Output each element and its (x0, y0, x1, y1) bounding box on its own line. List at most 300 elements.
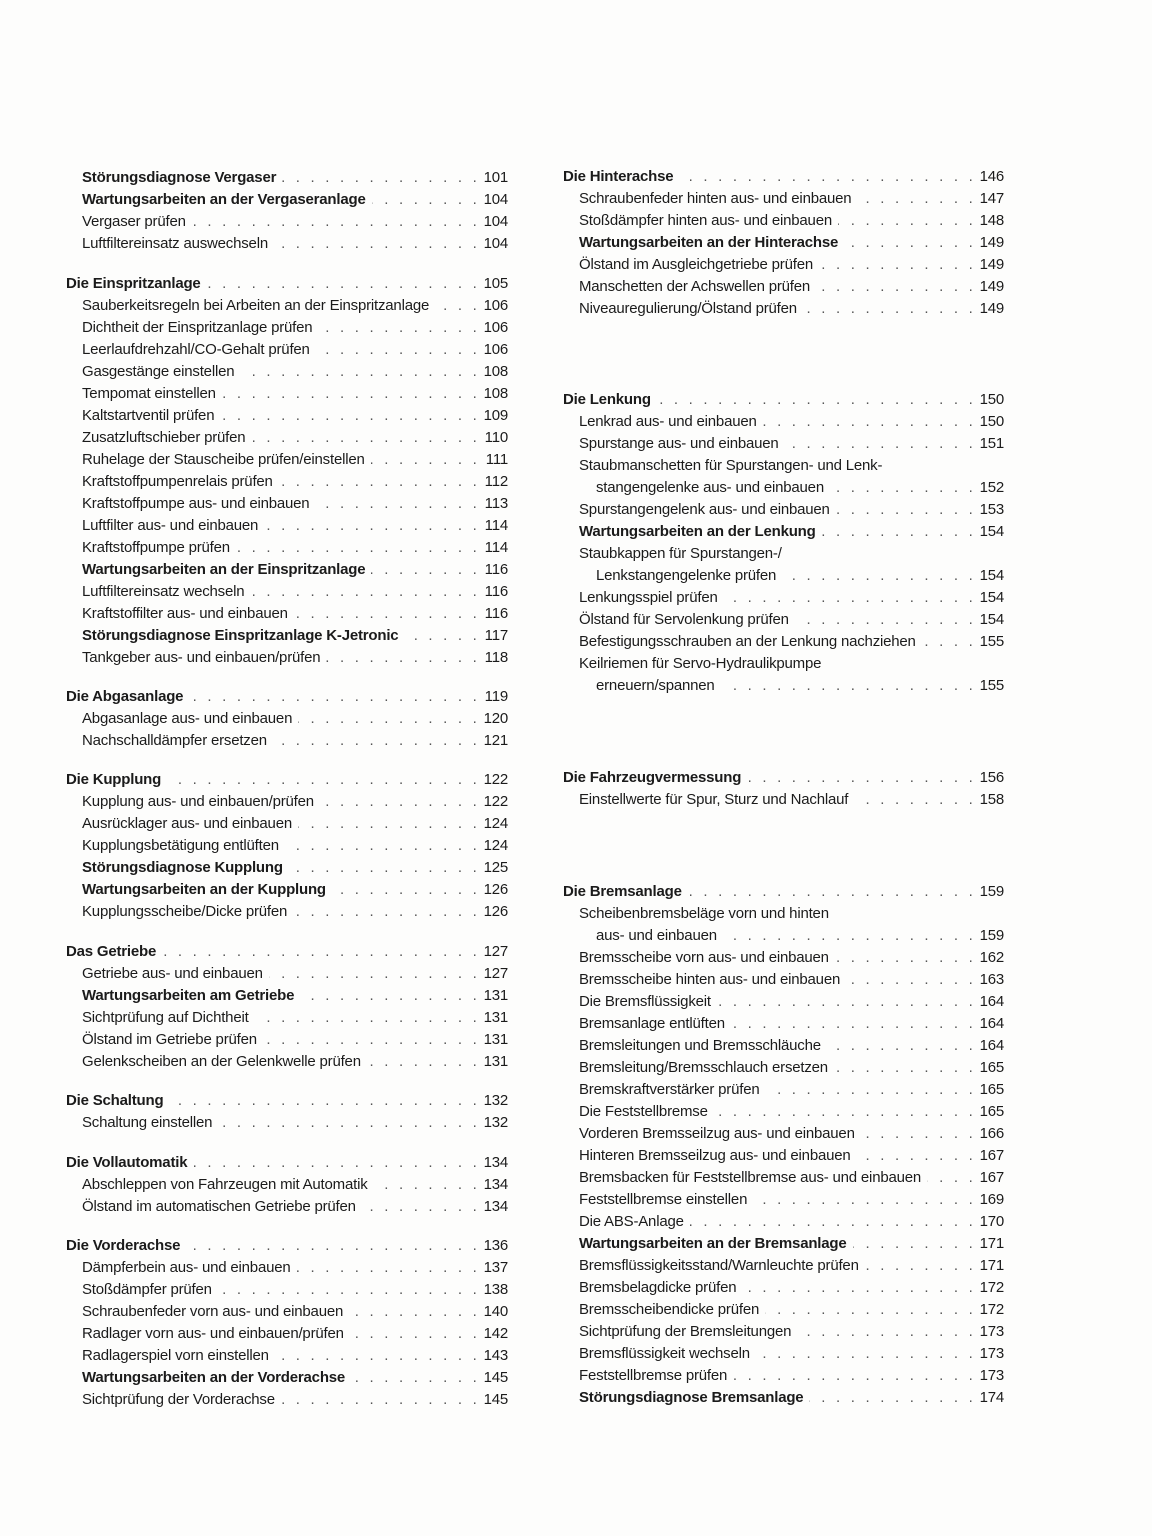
toc-entry (563, 674, 1004, 696)
toc-page-number: 104 (483, 212, 508, 230)
toc-page-number: 173 (979, 1344, 1004, 1362)
toc-entry (66, 602, 508, 624)
toc-entry-title: Feststellbremse prüfen (579, 1366, 728, 1384)
toc-entry-title: Sichtprüfung auf Dichtheit (82, 1008, 249, 1026)
toc-entry (563, 924, 1004, 946)
toc-page-number: 134 (483, 1197, 508, 1215)
toc-entry-title: Die Vollautomatik (66, 1153, 188, 1171)
toc-page-number: 137 (483, 1258, 508, 1276)
dot-leader (318, 319, 480, 336)
dot-leader (765, 1301, 976, 1318)
toc-entry (563, 1342, 1004, 1364)
toc-page-number: 173 (979, 1366, 1004, 1384)
toc-page-number: 164 (979, 992, 1004, 1010)
dot-leader (320, 793, 480, 810)
toc-entry (66, 1173, 508, 1195)
toc-page-number: 170 (979, 1212, 1004, 1230)
toc-entry-title: Bremsflüssigkeit wechseln (579, 1344, 750, 1362)
toc-entry (66, 294, 508, 316)
dot-leader (731, 1015, 976, 1032)
dot-leader (240, 363, 480, 380)
toc-entry (563, 652, 1004, 674)
toc-entry (563, 1166, 1004, 1188)
dot-leader (838, 212, 976, 229)
toc-entry-title: Die ABS-Anlage (579, 1212, 684, 1230)
toc-entry (563, 1078, 1004, 1100)
toc-page-number: 166 (979, 1124, 1004, 1142)
toc-entry-title: Kraftstoffpumpe aus- und einbauen (82, 494, 310, 512)
dot-leader (795, 611, 976, 628)
dot-leader (747, 769, 976, 786)
dot-leader (766, 1081, 977, 1098)
toc-entry (66, 382, 508, 404)
toc-page-number: 110 (484, 428, 508, 446)
toc-entry (563, 968, 1004, 990)
toc-chapter-entry (563, 766, 1004, 788)
dot-leader (724, 589, 976, 606)
toc-page-number: 104 (483, 234, 508, 252)
toc-entry-title: Lenkstangengelenke prüfen (596, 566, 777, 584)
dot-leader (298, 710, 480, 727)
toc-page-number: 117 (484, 626, 508, 644)
toc-entry (563, 187, 1004, 209)
toc-entry (66, 514, 508, 536)
toc-entry (66, 1278, 508, 1300)
dot-leader (255, 1009, 480, 1026)
toc-page-number: 169 (979, 1190, 1004, 1208)
toc-entry-title: Feststellbremse einstellen (579, 1190, 748, 1208)
dot-leader (282, 169, 480, 186)
toc-chapter-entry (66, 940, 508, 962)
toc-entry (563, 275, 1004, 297)
toc-entry (563, 520, 1004, 542)
toc-page-number: 152 (979, 478, 1004, 496)
toc-entry (563, 1254, 1004, 1276)
toc-entry-title: Stoßdämpfer prüfen (82, 1280, 212, 1298)
toc-entry-title: Tankgeber aus- und einbauen/prüfen (82, 648, 321, 666)
toc-entry (563, 209, 1004, 231)
toc-page-number: 131 (483, 986, 508, 1004)
toc-entry-title: Bremsleitungen und Bremsschläuche (579, 1036, 821, 1054)
toc-entry-title: Abgasanlage aus- und einbauen (82, 709, 293, 727)
dot-leader (294, 605, 480, 622)
toc-chapter-entry (563, 165, 1004, 187)
toc-entry-title: Tempomat einstellen (82, 384, 216, 402)
toc-page-number: 172 (979, 1278, 1004, 1296)
toc-entry-title: Die Lenkung (563, 390, 651, 408)
dot-leader (300, 987, 480, 1004)
toc-page-number: 148 (979, 211, 1004, 229)
toc-entry-title: Hinteren Bremsseilzug aus- und einbauen (579, 1146, 851, 1164)
toc-entry-title: Schraubenfeder vorn aus- und einbauen (82, 1302, 344, 1320)
toc-entry-title: Dichtheit der Einspritzanlage prüfen (82, 318, 313, 336)
toc-entry (66, 878, 508, 900)
toc-page-number: 156 (979, 768, 1004, 786)
toc-entry-title: Bremsleitung/Bremsschlauch ersetzen (579, 1058, 828, 1076)
toc-entry-title: Bremsscheibe hinten aus- und einbauen (579, 970, 841, 988)
dot-leader (854, 791, 976, 808)
toc-page-number: 151 (979, 434, 1004, 452)
dot-leader (797, 1323, 976, 1340)
toc-entry-title: Leerlaufdrehzahl/CO-Gehalt prüfen (82, 340, 310, 358)
toc-page-number: 116 (484, 582, 508, 600)
toc-entry (563, 1100, 1004, 1122)
toc-page-number: 127 (483, 964, 508, 982)
toc-entry (66, 338, 508, 360)
dot-leader (717, 993, 976, 1010)
toc-entry-title: Die Fahrzeugvermessung (563, 768, 742, 786)
toc-entry (66, 624, 508, 646)
toc-page-number: 122 (483, 792, 508, 810)
toc-entry (563, 253, 1004, 275)
toc-entry-title: Kupplungsbetätigung entlüften (82, 836, 279, 854)
toc-page-number: 114 (484, 538, 508, 556)
dot-leader (435, 297, 480, 314)
toc-entry (563, 902, 1004, 924)
toc-page-number: 159 (979, 882, 1004, 900)
toc-entry (563, 476, 1004, 498)
toc-page-number: 121 (483, 731, 508, 749)
toc-entry-title: Nachschalldämpfer ersetzen (82, 731, 267, 749)
toc-entry-title: Luftfiltereinsatz wechseln (82, 582, 245, 600)
toc-entry-title: Spurstange aus- und einbauen (579, 434, 779, 452)
toc-entry (563, 946, 1004, 968)
dot-leader (374, 1176, 480, 1193)
toc-page-number: 119 (484, 687, 508, 705)
dot-leader (316, 341, 480, 358)
toc-entry (563, 231, 1004, 253)
toc-entry-title: Schraubenfeder hinten aus- und einbauen (579, 189, 852, 207)
toc-entry-title: Bremskraftverstärker prüfen (579, 1080, 760, 1098)
toc-entry-title: Vorderen Bremsseilzug aus- und einbauen (579, 1124, 855, 1142)
toc-entry (66, 536, 508, 558)
toc-entry-title: Kraftstoffpumpe prüfen (82, 538, 230, 556)
toc-entry (66, 1050, 508, 1072)
toc-entry-title: Ruhelage der Stauscheibe prüfen/einstellen (82, 450, 365, 468)
toc-page-number: 132 (483, 1113, 508, 1131)
toc-entry (563, 1056, 1004, 1078)
toc-entry-title: Ölstand im Getriebe prüfen (82, 1030, 257, 1048)
dot-leader (275, 1347, 480, 1364)
toc-page-number: 171 (979, 1234, 1004, 1252)
toc-page-number: 153 (979, 500, 1004, 518)
toc-entry (563, 1298, 1004, 1320)
toc-page-number: 150 (979, 412, 1004, 430)
dot-leader (836, 501, 976, 518)
dot-leader (281, 1391, 480, 1408)
toc-entry (563, 630, 1004, 652)
dot-leader (742, 1279, 976, 1296)
toc-page-number: 164 (979, 1036, 1004, 1054)
dot-leader (816, 278, 976, 295)
toc-entry (66, 834, 508, 856)
toc-entry (563, 297, 1004, 319)
dot-leader (263, 1031, 480, 1048)
dot-leader (167, 771, 480, 788)
toc-page-number: 108 (483, 384, 508, 402)
toc-chapter-entry (66, 1151, 508, 1173)
toc-page-number: 159 (979, 926, 1004, 944)
toc-entry (66, 1195, 508, 1217)
dot-leader (192, 213, 480, 230)
toc-entry-title: Luftfiltereinsatz auswechseln (82, 234, 268, 252)
toc-page-number: 124 (483, 836, 508, 854)
dot-leader (721, 677, 976, 694)
toc-entry-title: Staubkappen für Spurstangen-/ (579, 544, 782, 562)
toc-page-number: 136 (483, 1236, 508, 1254)
toc-entry-title: Wartungsarbeiten an der Bremsanlage (579, 1234, 847, 1252)
toc-page-number: 171 (979, 1256, 1004, 1274)
dot-leader (714, 1103, 976, 1120)
toc-entry (563, 1386, 1004, 1408)
toc-entry (66, 646, 508, 668)
toc-entry-title: Bremsanlage entlüften (579, 1014, 725, 1032)
toc-entry-title: Schaltung einstellen (82, 1113, 213, 1131)
dot-leader (162, 943, 480, 960)
toc-page-number: 167 (979, 1168, 1004, 1186)
toc-entry-title: Wartungsarbeiten an der Einspritzanlage (82, 560, 366, 578)
toc-entry-title: Kraftstoffilter aus- und einbauen (82, 604, 288, 622)
toc-entry-title: Stoßdämpfer hinten aus- und einbauen (579, 211, 832, 229)
toc-entry (66, 856, 508, 878)
dot-leader (756, 1345, 976, 1362)
toc-page-number: 122 (483, 770, 508, 788)
toc-entry-title: Ölstand im Ausgleichgetriebe prüfen (579, 255, 813, 273)
toc-page-number: 126 (483, 880, 508, 898)
toc-page-number: 162 (979, 948, 1004, 966)
dot-leader (236, 539, 480, 556)
toc-entry (66, 962, 508, 984)
toc-page-number: 134 (483, 1175, 508, 1193)
toc-entry-title: Bremsflüssigkeitsstand/Warnleuchte prüfen (579, 1256, 859, 1274)
toc-entry-title: Bremsscheibendicke prüfen (579, 1300, 760, 1318)
toc-page-number: 142 (483, 1324, 508, 1342)
toc-entry (66, 470, 508, 492)
toc-entry-title: Wartungsarbeiten an der Vergaseranlage (82, 190, 366, 208)
toc-chapter-entry (66, 272, 508, 294)
toc-entry (563, 1320, 1004, 1342)
dot-leader (274, 235, 480, 252)
toc-entry-title: Kupplungsscheibe/Dicke prüfen (82, 902, 288, 920)
toc-entry (66, 1256, 508, 1278)
dot-leader (372, 191, 480, 208)
toc-entry-title: Wartungsarbeiten an der Hinterachse (579, 233, 839, 251)
dot-leader (250, 583, 480, 600)
toc-entry-title: Die Bremsanlage (563, 882, 682, 900)
toc-entry (563, 586, 1004, 608)
toc-entry (66, 1300, 508, 1322)
toc-entry-title: Störungsdiagnose Bremsanlage (579, 1388, 804, 1406)
dot-leader (297, 1259, 480, 1276)
dot-leader (803, 300, 976, 317)
toc-entry (563, 1034, 1004, 1056)
toc-chapter-entry (563, 388, 1004, 410)
toc-entry-title: Niveauregulierung/Ölstand prüfen (579, 299, 797, 317)
toc-entry (66, 232, 508, 254)
toc-entry-title: Staubmanschetten für Spurstangen- und Lenk- (579, 456, 883, 474)
dot-leader (857, 1147, 976, 1164)
dot-leader (220, 407, 480, 424)
dot-leader (846, 971, 976, 988)
toc-page-number: 126 (483, 902, 508, 920)
toc-entry (66, 1028, 508, 1050)
toc-entry (66, 729, 508, 751)
toc-right-column (563, 0, 1004, 1536)
toc-page-number: 147 (979, 189, 1004, 207)
toc-entry-title: Einstellwerte für Spur, Sturz und Nachlauf (579, 790, 849, 808)
toc-page-number: 154 (979, 610, 1004, 628)
toc-entry-title: Sauberkeitsregeln bei Arbeiten an der Einspritzanlage (82, 296, 430, 314)
toc-entry (66, 316, 508, 338)
dot-leader (835, 949, 976, 966)
toc-page-number: 143 (483, 1346, 508, 1364)
dot-leader (218, 1114, 480, 1131)
dot-leader (279, 473, 480, 490)
toc-entry-title: Die Einspritzanlage (66, 274, 201, 292)
toc-entry (563, 788, 1004, 810)
toc-entry-title: erneuern/spannen (596, 676, 715, 694)
dot-leader (169, 1092, 480, 1109)
toc-entry-title: Keilriemen für Servo-Hydraulikpumpe (579, 654, 822, 672)
toc-entry-title: Gasgestänge einstellen (82, 362, 235, 380)
dot-leader (269, 965, 480, 982)
toc-entry-title: Wartungsarbeiten am Getriebe (82, 986, 295, 1004)
dot-leader (222, 385, 480, 402)
toc-chapter-entry (66, 1089, 508, 1111)
dot-leader (293, 903, 480, 920)
toc-page-number: 146 (979, 167, 1004, 185)
toc-entry-title: Störungsdiagnose Einspritzanlage K-Jetronic (82, 626, 399, 644)
toc-page-number: 149 (979, 255, 1004, 273)
toc-entry (563, 608, 1004, 630)
toc-entry-title: Sichtprüfung der Bremsleitungen (579, 1322, 792, 1340)
dot-leader (189, 688, 480, 705)
toc-page-number: 106 (483, 296, 508, 314)
toc-entry (563, 454, 1004, 476)
dot-leader (349, 1303, 480, 1320)
toc-entry (66, 984, 508, 1006)
toc-entry-title: Kraftstoffpumpenrelais prüfen (82, 472, 273, 490)
toc-entry-title: Radlager vorn aus- und einbauen/prüfen (82, 1324, 344, 1342)
toc-page-number: 134 (483, 1153, 508, 1171)
toc-entry-title: Wartungsarbeiten an der Lenkung (579, 522, 816, 540)
toc-entry-title: Abschleppen von Fahrzeugen mit Automatik (82, 1175, 368, 1193)
toc-entry-title: Ausrücklager aus- und einbauen (82, 814, 292, 832)
toc-entry (563, 542, 1004, 564)
toc-page-number: 114 (484, 516, 508, 534)
toc-page-number: 125 (483, 858, 508, 876)
toc-entry-title: Kaltstartventil prüfen (82, 406, 215, 424)
toc-entry-title: Luftfilter aus- und einbauen (82, 516, 259, 534)
dot-leader (362, 1198, 480, 1215)
toc-page-number: 105 (483, 274, 508, 292)
dot-leader (830, 479, 976, 496)
toc-page-number: 150 (979, 390, 1004, 408)
toc-entry-title: Das Getriebe (66, 942, 157, 960)
toc-chapter-entry (66, 685, 508, 707)
dot-leader (315, 495, 480, 512)
dot-leader (861, 1125, 976, 1142)
dot-leader (273, 732, 480, 749)
toc-page-number: 167 (979, 1146, 1004, 1164)
toc-page-number: 165 (979, 1102, 1004, 1120)
dot-leader (857, 190, 976, 207)
toc-entry (66, 707, 508, 729)
toc-entry-title: Vergaser prüfen (82, 212, 186, 230)
toc-page-number: 112 (484, 472, 508, 490)
toc-entry (66, 790, 508, 812)
dot-leader (723, 927, 976, 944)
dot-leader (371, 451, 480, 468)
toc-entry (563, 1144, 1004, 1166)
dot-leader (367, 1053, 480, 1070)
toc-page-number: 155 (979, 632, 1004, 650)
dot-leader (834, 1059, 976, 1076)
toc-entry-title: Die Kupplung (66, 770, 162, 788)
toc-page-number: 109 (483, 406, 508, 424)
toc-entry-title: Bremsscheibe vorn aus- und einbauen (579, 948, 829, 966)
toc-entry-title: Dämpferbein aus- und einbauen (82, 1258, 291, 1276)
dot-leader (289, 859, 480, 876)
dot-leader (218, 1281, 480, 1298)
toc-page-number: 116 (484, 604, 508, 622)
dot-leader (679, 168, 976, 185)
toc-page-number: 174 (979, 1388, 1004, 1406)
toc-entry (66, 188, 508, 210)
dot-leader (853, 1235, 976, 1252)
toc-page-number: 165 (979, 1080, 1004, 1098)
toc-page-number: 140 (483, 1302, 508, 1320)
toc-entry-title: Scheibenbremsbeläge vorn und hinten (579, 904, 829, 922)
toc-entry-title: Die Feststellbremse (579, 1102, 708, 1120)
toc-entry (66, 426, 508, 448)
toc-entry (66, 1344, 508, 1366)
toc-entry (66, 1366, 508, 1388)
toc-page-number: 106 (483, 340, 508, 358)
dot-leader (186, 1237, 480, 1254)
toc-entry-title: Radlagerspiel vorn einstellen (82, 1346, 269, 1364)
toc-entry (563, 1210, 1004, 1232)
toc-page-number: 131 (483, 1008, 508, 1026)
toc-entry-title: Manschetten der Achswellen prüfen (579, 277, 811, 295)
toc-entry (66, 210, 508, 232)
toc-page-number: 124 (483, 814, 508, 832)
dot-leader (298, 815, 480, 832)
toc-entry (563, 410, 1004, 432)
toc-entry (563, 1232, 1004, 1254)
toc-entry (66, 1111, 508, 1133)
toc-entry-title: Spurstangengelenk aus- und einbauen (579, 500, 830, 518)
toc-entry-title: Getriebe aus- und einbauen (82, 964, 263, 982)
toc-entry-title: Lenkungsspiel prüfen (579, 588, 718, 606)
toc-entry (66, 1322, 508, 1344)
toc-entry (563, 432, 1004, 454)
toc-entry (563, 1276, 1004, 1298)
toc-entry (66, 812, 508, 834)
toc-entry-title: Störungsdiagnose Kupplung (82, 858, 283, 876)
toc-page-number: 145 (483, 1368, 508, 1386)
toc-entry (66, 1006, 508, 1028)
toc-entry (563, 990, 1004, 1012)
toc-entry-title: Lenkrad aus- und einbauen (579, 412, 757, 430)
toc-page-number: 155 (979, 676, 1004, 694)
dot-leader (844, 234, 976, 251)
toc-entry (563, 1364, 1004, 1386)
dot-leader (193, 1154, 480, 1171)
toc-page-number: 101 (483, 168, 508, 186)
toc-entry-title: Ölstand im automatischen Getriebe prüfen (82, 1197, 356, 1215)
toc-entry (563, 1122, 1004, 1144)
